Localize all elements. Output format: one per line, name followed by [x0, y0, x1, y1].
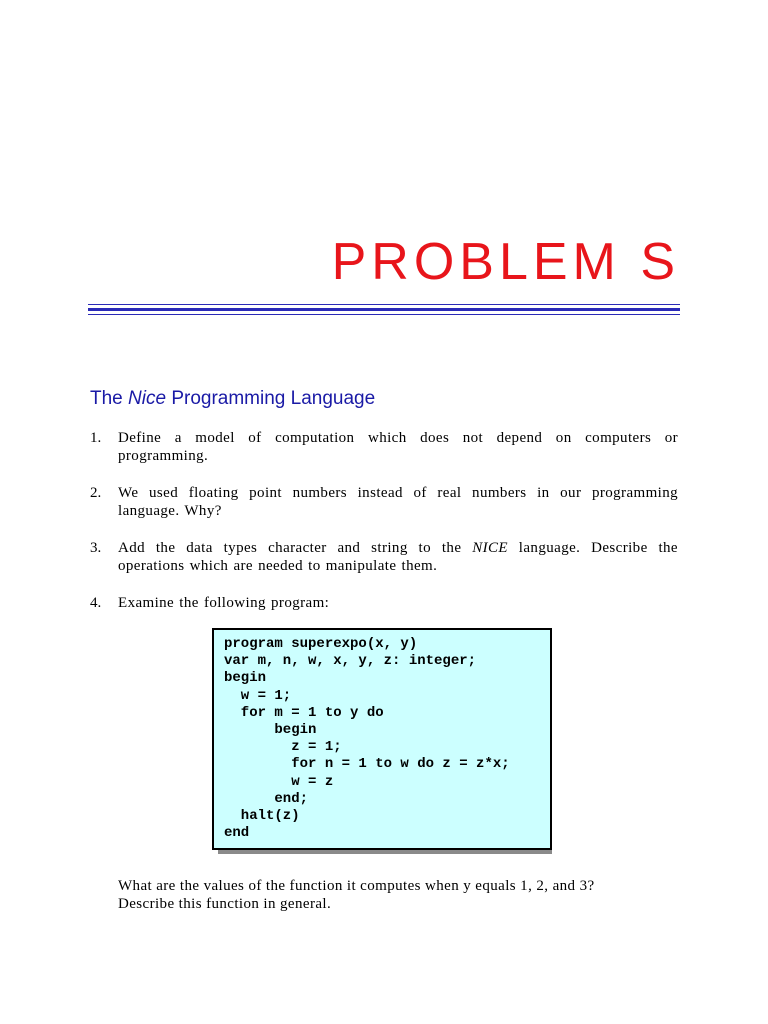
problem-text: [118, 539, 678, 575]
follow-up-line: What are the values of the function it computes when y equals 1, 2, and 3?: [118, 878, 595, 894]
divider-line: [88, 308, 680, 311]
section-heading-suffix: Programming Language: [166, 388, 376, 409]
code-listing: [212, 628, 552, 850]
problem-text: Define a model of computation which does not depend on computers or programming.: [118, 430, 678, 464]
code-line: end: [224, 825, 250, 842]
section-heading-prefix: The: [90, 388, 129, 409]
follow-up-line: Describe this function in general.: [118, 896, 332, 912]
problem-item: [90, 484, 678, 520]
divider-line: [88, 304, 680, 305]
section-heading: [90, 388, 375, 410]
code-box: [212, 628, 552, 850]
code-line: halt(z): [224, 808, 300, 825]
follow-up-question: [118, 877, 678, 913]
divider-line: [88, 314, 680, 315]
problem-text: Examine the following program:: [118, 595, 330, 611]
problem-item: [90, 429, 678, 465]
problem-list: [90, 429, 678, 631]
code-line: for n = 1 to w do z = z*x;: [224, 756, 510, 773]
code-line: w = 1;: [224, 687, 292, 704]
page-title: PROBLEM S: [331, 233, 680, 291]
code-line: w = z: [224, 773, 334, 790]
code-line: var m, n, w, x, y, z: integer;: [224, 653, 477, 670]
problem-item: [90, 539, 678, 575]
code-line: program superexpo(x, y): [224, 636, 418, 652]
code-line: end;: [224, 790, 309, 807]
code-line: z = 1;: [224, 739, 342, 756]
code-line: for m = 1 to y do: [224, 704, 384, 721]
section-heading-emphasis: Nice: [128, 388, 167, 409]
code-line: begin: [224, 722, 317, 739]
problem-text-emphasis: NICE: [472, 540, 508, 556]
title-divider: [88, 304, 680, 318]
problem-number: 4.: [90, 595, 102, 611]
problem-number: 3.: [90, 540, 102, 556]
problem-text: We used floating point numbers instead of real numbers in our programming language. Why?: [118, 485, 678, 519]
problem-text-before: Add the data types character and string to the: [118, 540, 473, 556]
code-line: begin: [224, 670, 267, 687]
problem-number: 1.: [90, 430, 102, 446]
problem-number: 2.: [90, 485, 102, 501]
problem-item: [90, 594, 678, 612]
problem-text-after: language. Describe the operations which are needed to manipulate them.: [118, 540, 678, 574]
